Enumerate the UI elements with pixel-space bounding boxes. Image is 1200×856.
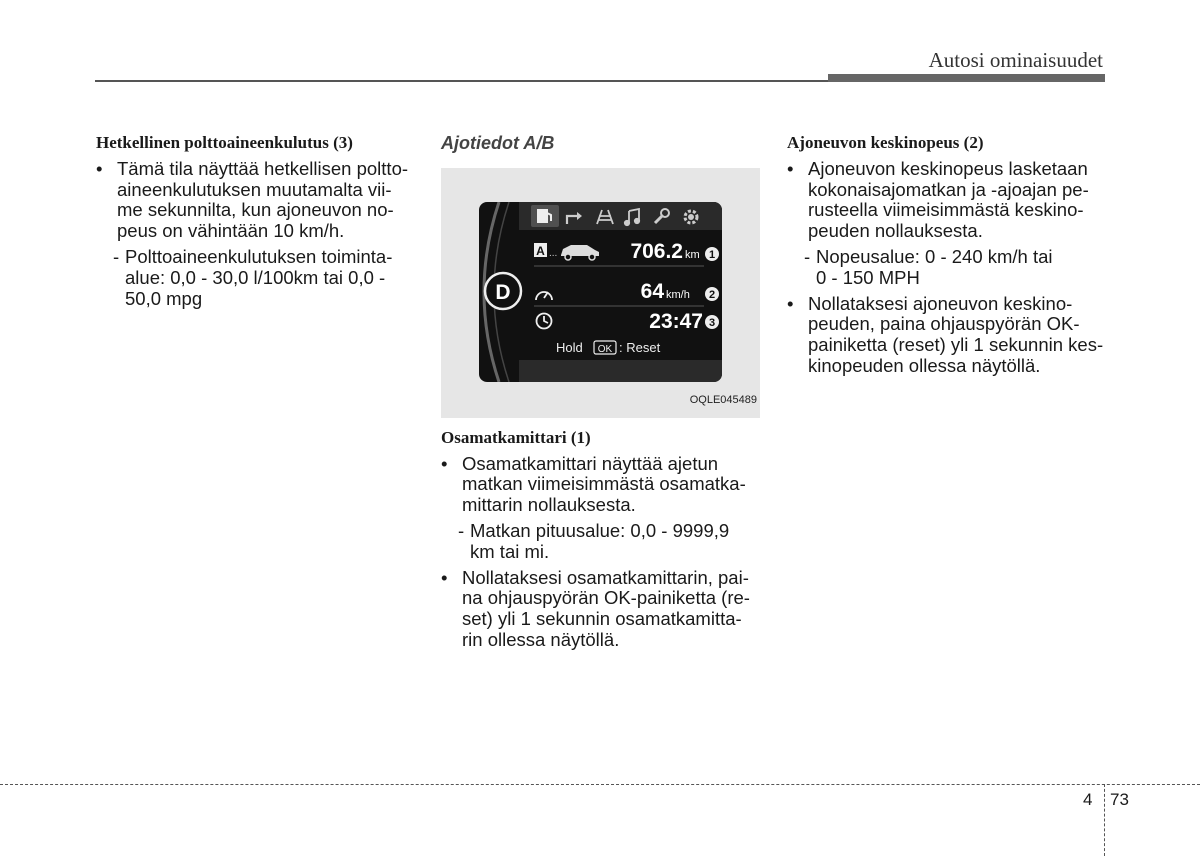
bullet-item	[441, 454, 760, 516]
column-right	[787, 133, 1105, 382]
bullet-line: Tämä tila näyttää hetkellisen poltto-	[117, 157, 409, 179]
header-rule-thick	[828, 74, 1105, 82]
bullet-dot: •	[787, 157, 794, 179]
sub-line: km tai mi.	[470, 540, 550, 562]
sub-line: Nopeusalue: 0 - 240 km/h tai	[816, 245, 1053, 267]
speed-value: 64	[640, 279, 664, 303]
sub-item	[96, 247, 414, 309]
sub-line: 50,0 mpg	[125, 287, 203, 309]
bullet-line: matkan viimeisimmästä osamatka-	[462, 473, 746, 495]
distance-unit: km	[685, 248, 700, 261]
footer-dashed-rule	[0, 784, 1200, 785]
bullet-line: peuden nollauksesta.	[808, 220, 983, 242]
section-heading-average-speed: Ajoneuvon keskinopeus (2)	[787, 133, 984, 152]
trip-dots: ...	[549, 247, 558, 259]
bullet-line: rusteella viimeisimmästä keskino-	[808, 199, 1084, 221]
cluster-figure	[441, 168, 760, 418]
bullet-line: rin ollessa näytöllä.	[462, 628, 620, 650]
speedometer-icon	[536, 292, 552, 300]
reset-label: : Reset	[619, 339, 661, 355]
clock-icon	[537, 313, 552, 328]
bullet-line: mittarin nollauksesta.	[462, 494, 636, 516]
sub-line: alue: 0,0 - 30,0 l/100km tai 0,0 -	[125, 266, 386, 288]
figure-code: OQLE045489	[689, 394, 757, 406]
column-middle	[441, 133, 760, 656]
page-number: 73	[1110, 790, 1129, 809]
bullet-line: na ohjauspyörän OK-painiketta (re-	[462, 587, 750, 609]
distance-value: 706.2	[630, 239, 683, 263]
bullet-line: Ajoneuvon keskinopeus lasketaan	[808, 157, 1088, 179]
sub-item	[441, 521, 760, 563]
bullet-line: aineenkulutuksen muutamalta vii-	[117, 178, 392, 200]
bullet-line: Nollataksesi ajoneuvon keskino-	[808, 292, 1073, 314]
sub-line: 0 - 150 MPH	[816, 266, 920, 288]
bullet-dot: •	[96, 157, 103, 179]
bullet-item	[787, 159, 1105, 242]
callout-3: 3	[708, 316, 716, 329]
bullet-line: peuden, paina ohjauspyörän OK-	[808, 313, 1080, 335]
bullet-dot: •	[441, 452, 448, 474]
chapter-number: 4	[1083, 790, 1093, 809]
column-left	[96, 133, 414, 314]
running-header-title: Autosi ominaisuudet	[928, 48, 1103, 72]
bullet-dot: •	[787, 292, 794, 314]
bullet-line: kinopeuden ollessa näytöllä.	[808, 354, 1041, 376]
car-icon	[561, 245, 599, 260]
header-rule-thin	[95, 80, 828, 82]
sub-dash: -	[113, 245, 120, 267]
sub-dash: -	[458, 519, 465, 541]
section-heading-instant-fuel: Hetkellinen polttoaineenkulutus (3)	[96, 133, 353, 152]
bullet-item	[787, 294, 1105, 377]
bullet-line: painiketta (reset) yli 1 sekunnin kes-	[808, 334, 1104, 356]
bullet-line: Osamatkamittari näyttää ajetun	[462, 452, 719, 474]
hold-label: Hold	[556, 339, 583, 355]
time-value: 23:47	[649, 309, 703, 333]
gear-indicator: D	[495, 280, 511, 304]
bullet-dot: •	[441, 566, 448, 588]
bullet-line: kokonaisajomatkan ja -ajoajan pe-	[808, 178, 1089, 200]
cluster-display	[479, 202, 722, 382]
footer-dashed-divider	[1104, 784, 1105, 856]
ok-key-label: OK	[597, 343, 613, 355]
sub-line: Matkan pituusalue: 0,0 - 9999,9	[470, 519, 730, 541]
sub-item	[787, 247, 1105, 289]
bottom-bar	[519, 360, 722, 382]
speed-unit: km/h	[666, 288, 690, 301]
callout-2: 2	[708, 288, 716, 301]
bullet-item	[441, 568, 760, 651]
bullet-item	[96, 159, 414, 242]
callout-1: 1	[708, 248, 716, 261]
section-heading-trip-info: Ajotiedot A/B	[441, 133, 555, 153]
sub-dash: -	[804, 245, 811, 267]
trip-badge-label: A	[536, 243, 545, 258]
section-heading-tripmeter: Osamatkamittari (1)	[441, 427, 591, 447]
bullet-line: peus on vähintään 10 km/h.	[117, 220, 345, 242]
bullet-line: me sekunnilta, kun ajoneuvon no-	[117, 199, 394, 221]
sub-line: Polttoaineenkulutuksen toiminta-	[125, 245, 393, 267]
cluster-display-graphic	[479, 202, 722, 382]
bullet-line: set) yli 1 sekunnin osamatkamitta-	[462, 608, 742, 630]
bullet-line: Nollataksesi osamatkamittarin, pai-	[462, 566, 749, 588]
